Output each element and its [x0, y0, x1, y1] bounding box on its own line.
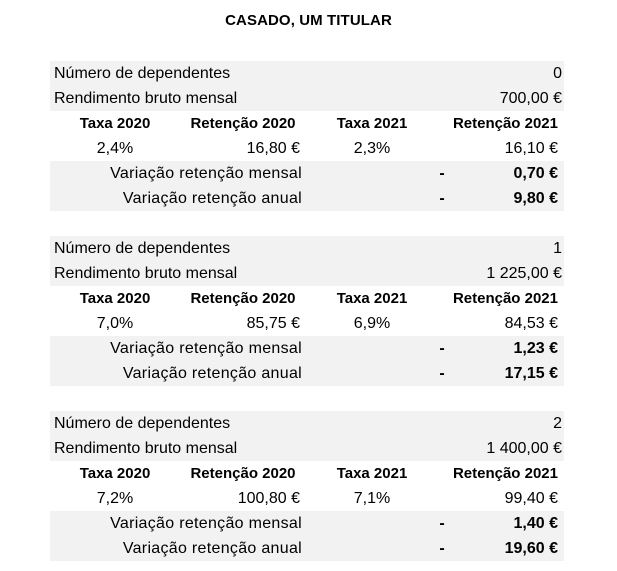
- taxa-2020-value: 7,2%: [96, 490, 134, 507]
- retencao-2020-value: 16,80 €: [246, 140, 300, 157]
- variacao-anual-value: 17,15 €: [504, 365, 558, 382]
- variacao-anual-dash: -: [439, 365, 445, 382]
- values-row: [50, 311, 564, 336]
- header-retencao-2021: Retenção 2021: [452, 465, 558, 482]
- variacao-mensal-dash: -: [439, 515, 445, 532]
- header-retencao-2021: Retenção 2021: [452, 115, 558, 132]
- header-taxa-2021: Taxa 2021: [336, 465, 408, 482]
- header-retencao-2020: Retenção 2020: [190, 465, 296, 482]
- variacao-mensal-row: [50, 336, 564, 361]
- header-taxa-2021: Taxa 2021: [336, 290, 408, 307]
- variacao-mensal-value: 0,70 €: [513, 165, 558, 182]
- header-taxa-2020: Taxa 2020: [79, 290, 151, 307]
- variacao-anual-row: [50, 186, 564, 211]
- variacao-mensal-row: [50, 161, 564, 186]
- header-retencao-2021: Retenção 2021: [452, 290, 558, 307]
- column-header-row: [50, 286, 564, 311]
- variacao-anual-label: Variação retenção anual: [122, 190, 302, 207]
- rendimento-label: Rendimento bruto mensal: [54, 440, 238, 457]
- variacao-mensal-dash: -: [439, 340, 445, 357]
- variacao-anual-dash: -: [439, 540, 445, 557]
- dependentes-label: Número de dependentes: [54, 65, 231, 82]
- header-taxa-2020: Taxa 2020: [79, 465, 151, 482]
- variacao-anual-dash: -: [439, 190, 445, 207]
- variacao-mensal-value: 1,40 €: [513, 515, 558, 532]
- retencao-2020-value: 85,75 €: [246, 315, 300, 332]
- variacao-mensal-value: 1,23 €: [513, 340, 558, 357]
- taxa-2020-value: 2,4%: [96, 140, 134, 157]
- variacao-anual-label: Variação retenção anual: [122, 365, 302, 382]
- taxa-2021-value: 7,1%: [353, 490, 391, 507]
- table-block-2: [50, 411, 564, 561]
- variacao-mensal-dash: -: [439, 165, 445, 182]
- header-taxa-2021: Taxa 2021: [336, 115, 408, 132]
- page-title: CASADO, UM TITULAR: [225, 12, 392, 29]
- taxa-2020-value: 7,0%: [96, 315, 134, 332]
- header-retencao-2020: Retenção 2020: [190, 115, 296, 132]
- variacao-mensal-label: Variação retenção mensal: [110, 340, 302, 357]
- table-block-1: [50, 236, 564, 386]
- header-taxa-2020: Taxa 2020: [79, 115, 151, 132]
- dependentes-label: Número de dependentes: [54, 415, 231, 432]
- variacao-anual-label: Variação retenção anual: [122, 540, 302, 557]
- values-row: [50, 136, 564, 161]
- rendimento-label: Rendimento bruto mensal: [54, 265, 238, 282]
- taxa-2021-value: 6,9%: [353, 315, 391, 332]
- dependentes-row: [50, 411, 564, 436]
- rendimento-row: [50, 436, 564, 461]
- retencao-2020-value: 100,80 €: [237, 490, 300, 507]
- variacao-anual-row: [50, 361, 564, 386]
- table-block-0: [50, 61, 564, 211]
- values-row: [50, 486, 564, 511]
- rendimento-value: 1 400,00 €: [486, 440, 562, 457]
- rendimento-label: Rendimento bruto mensal: [54, 90, 238, 107]
- taxa-2021-value: 2,3%: [353, 140, 391, 157]
- rendimento-value: 1 225,00 €: [486, 265, 562, 282]
- header-retencao-2020: Retenção 2020: [190, 290, 296, 307]
- variacao-mensal-label: Variação retenção mensal: [110, 165, 302, 182]
- variacao-anual-row: [50, 536, 564, 561]
- column-header-row: [50, 461, 564, 486]
- retencao-2021-value: 99,40 €: [504, 490, 558, 507]
- variacao-mensal-row: [50, 511, 564, 536]
- rendimento-value: 700,00 €: [499, 90, 562, 107]
- rendimento-row: [50, 261, 564, 286]
- retencao-2021-value: 16,10 €: [504, 140, 558, 157]
- dependentes-value: 0: [553, 65, 562, 82]
- dependentes-row: [50, 61, 564, 86]
- variacao-anual-value: 19,60 €: [504, 540, 558, 557]
- retencao-2021-value: 84,53 €: [504, 315, 558, 332]
- rendimento-row: [50, 86, 564, 111]
- variacao-mensal-label: Variação retenção mensal: [110, 515, 302, 532]
- column-header-row: [50, 111, 564, 136]
- dependentes-value: 1: [553, 240, 562, 257]
- dependentes-row: [50, 236, 564, 261]
- variacao-anual-value: 9,80 €: [513, 190, 558, 207]
- dependentes-value: 2: [553, 415, 562, 432]
- dependentes-label: Número de dependentes: [54, 240, 231, 257]
